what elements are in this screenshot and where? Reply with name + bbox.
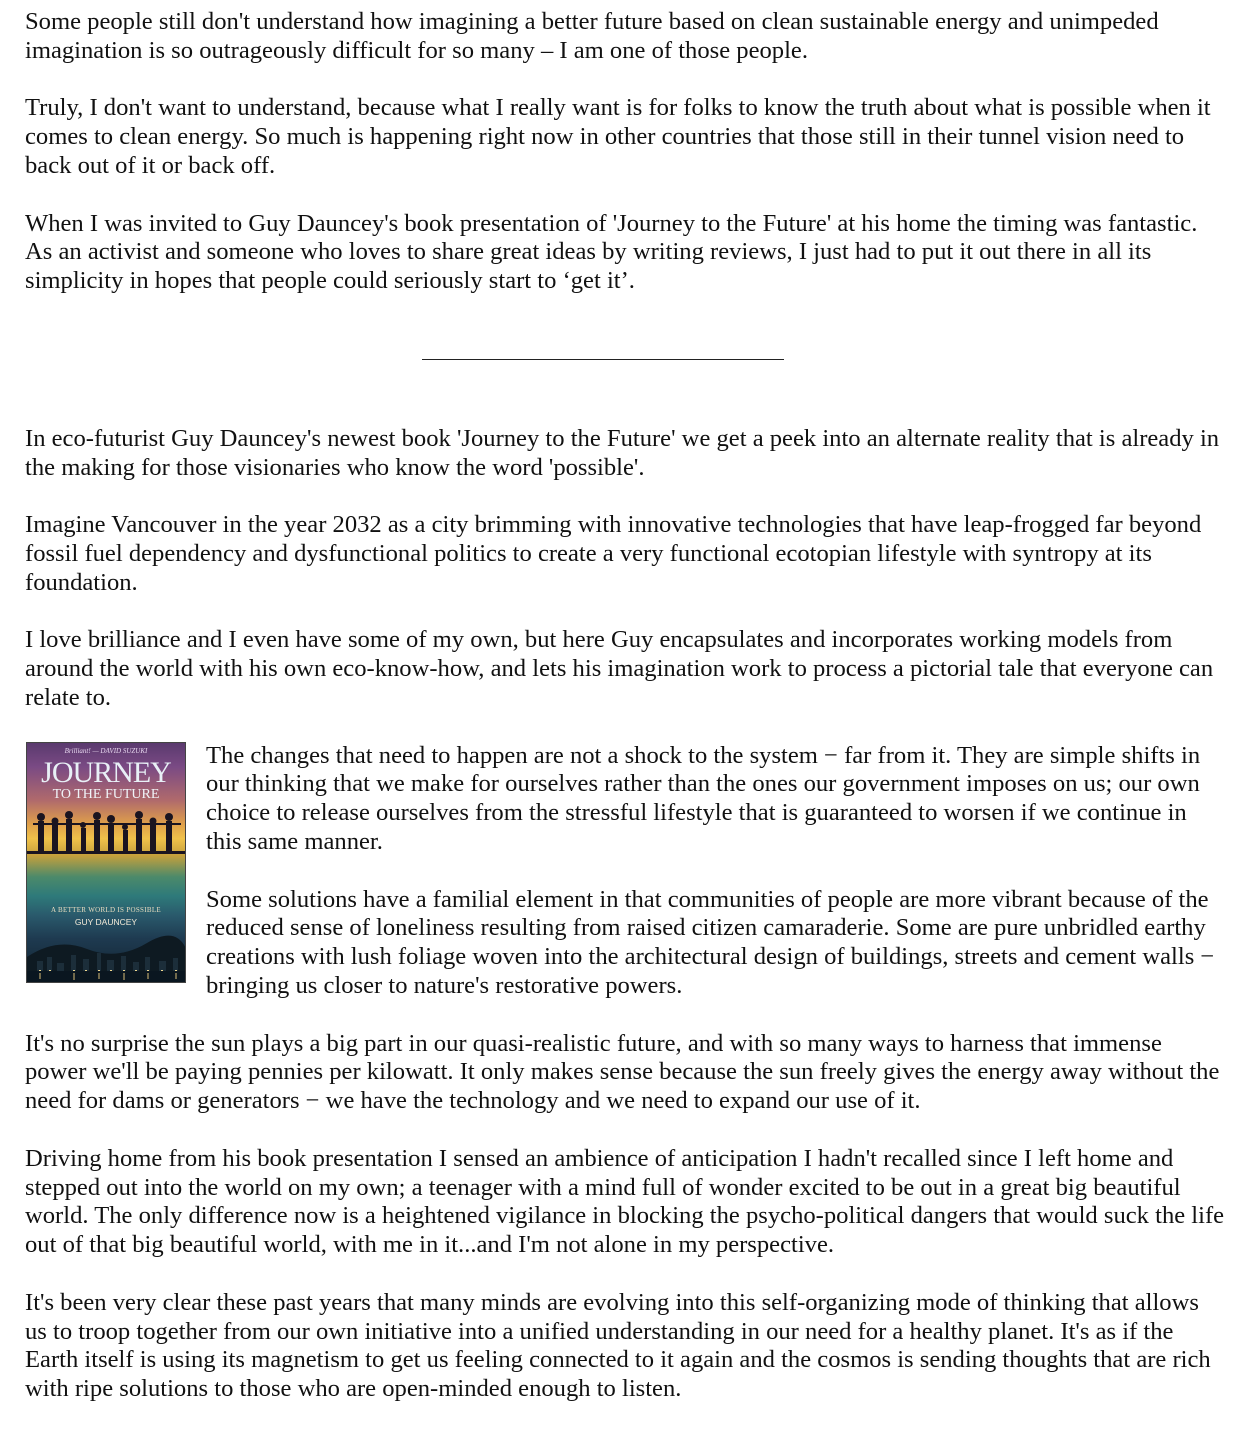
review-paragraph-4: The changes that need to happen are not a shock to the system − far from it. They are simple shifts in our thinking that we make for ourselves rather than the ones our government imposes on us; our own choice to release ourselves from the stressful lifestyle that is guaranteed to worsen if we continue in this same manner. [206, 741, 1201, 855]
intro-paragraph-3: When I was invited to Guy Dauncey's book presentation of 'Journey to the Future' at his home the timing was fantastic. As an activist and someone who loves to share great ideas by writing reviews, I just had to put it out there in all its simplicity in hopes that people could seriously start to ‘get it’. [25, 209, 1198, 295]
cover-endorsement: Brilliant! — DAVID SUZUKI [64, 746, 148, 755]
intro-paragraph-1: Some people still don't understand how imagining a better future based on clean sustainable energy and unimpeded imagination is so outrageously difficult for so many – I am one of those people. [25, 8, 1159, 64]
review-paragraph-8: It's been very clear these past years that many minds are evolving into this self-organizing mode of thinking that allows us to troop together from our own initiative into a unified understanding in our need for a healthy planet. It's as if the Earth itself is using its magnetism to get us feeling connected to it again and the cosmos is sending thoughts that are rich with ripe solutions to those who are open-minded enough to listen. [25, 1288, 1211, 1403]
cover-subtitle: A BETTER WORLD IS POSSIBLE [51, 905, 161, 914]
review-paragraph-2: Imagine Vancouver in the year 2032 as a city brimming with innovative technologies that have leap-frogged far beyond fossil fuel dependency and dysfunctional politics to create a very functional ecotopian lifestyle with syntropy at its foundation. [25, 511, 1202, 596]
section-divider [25, 325, 1225, 425]
intro-paragraph-2: Truly, I don't want to understand, because what I really want is for folks to know the truth about what is possible when it comes to clean energy. So much is happening right now in other countries that those still in their tunnel vision need to back out of it or back off. [25, 94, 1211, 179]
silhouette-people-graphic [27, 807, 186, 863]
review-paragraph-6: It's no surprise the sun plays a big part in our quasi-realistic future, and with so many ways to harness that immense power we'll be paying pennies per kilowatt. It only makes sense because the sun freely gives the energy away without the need for dams or generators − we have the technology and we need to expand our use of it. [25, 1029, 1220, 1115]
review-paragraph-5: Some solutions have a familial element in that communities of people are more vibrant because of the reduced sense of loneliness resulting from raised citizen camaraderie. Some are pure unbridled earthy creations with lush foliage woven into the architectural design of buildings, streets and cement walls − bringing us closer to nature's restorative powers. [206, 885, 1215, 999]
article [25, 8, 1225, 1433]
cover-title: JOURNEY [41, 755, 171, 789]
text-beside-cover [206, 742, 1225, 1001]
city-skyline-graphic [27, 927, 186, 982]
review-paragraph-3: I love brilliance and I even have some of my own, but here Guy encapsulates and incorporates working models from around the world with his own eco-know-how, and lets his imagination work to process a pictorial tale that everyone can relate to. [25, 626, 1214, 711]
review-paragraph-1: In eco-futurist Guy Dauncey's newest book 'Journey to the Future' we get a peek into an alternate reality that is already in the making for those visionaries who know the word 'possible'. [25, 424, 1220, 481]
cover-author: GUY DAUNCEY [74, 916, 138, 927]
cover-title-line-2: TO THE FUTURE [52, 786, 160, 802]
review-paragraph-7: Driving home from his book presentation I sensed an ambience of anticipation I hadn't recalled since I left home and stepped out into the world on my own; a teenager with a mind full of wonder excited to be out in a great big beautiful world. The only difference now is a heightened vigilance in blocking the psycho-political dangers that would suck the life out of that big beautiful world, with me in it...and I'm not alone in my perspective. [25, 1144, 1225, 1259]
book-cover-image [26, 742, 186, 983]
horizontal-rule [422, 359, 784, 360]
figure-section [25, 742, 1225, 1030]
